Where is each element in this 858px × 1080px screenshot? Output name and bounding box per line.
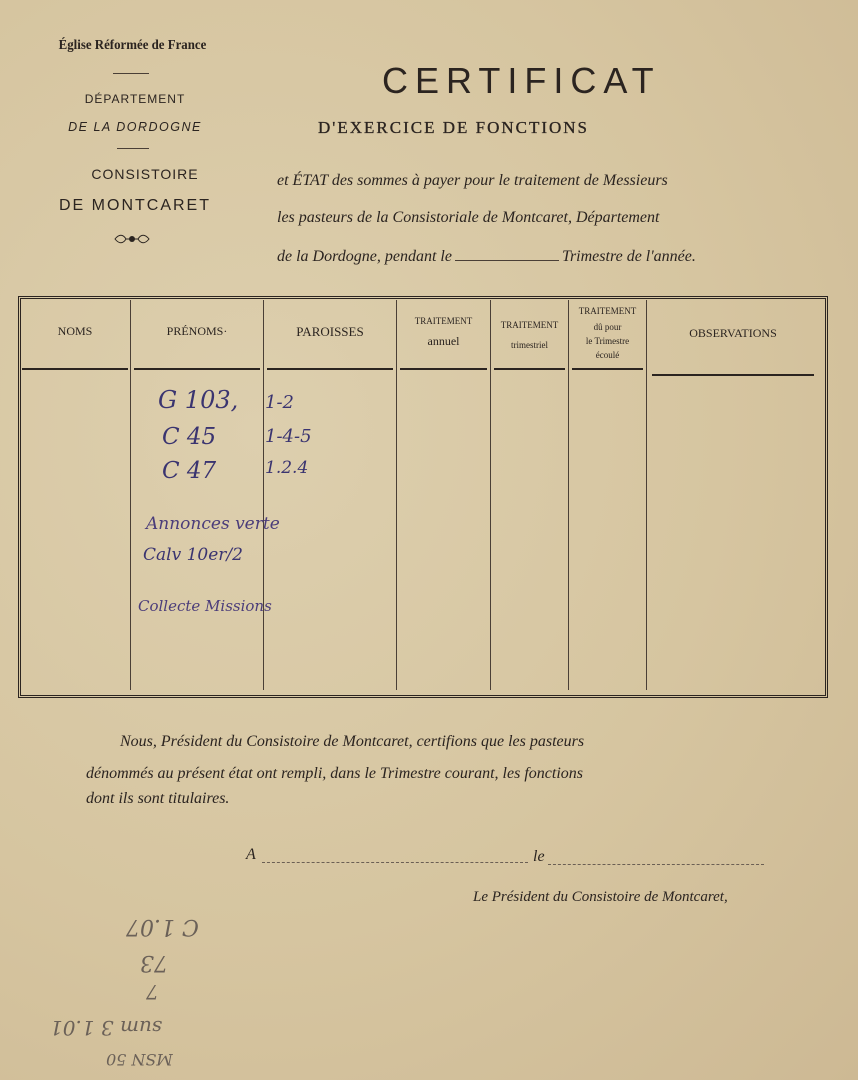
- header-rule: [572, 368, 643, 370]
- certification-line-3: dont ils sont titulaires.: [86, 790, 230, 807]
- handwritten-entry: G 103,: [158, 386, 239, 414]
- header-rule: [134, 368, 260, 370]
- column-header-paroisses: PAROISSES: [296, 324, 364, 339]
- column-header-du-pour: dû pour: [593, 322, 622, 332]
- column-header-annuel: annuel: [427, 334, 460, 348]
- header-rule: [652, 374, 814, 376]
- ornament-icon: [113, 232, 151, 246]
- consistory-label: CONSISTOIRE: [91, 166, 199, 182]
- pencil-mark: C 1.07: [126, 914, 199, 939]
- document-title: CERTIFICAT: [382, 60, 661, 101]
- header-rule: [267, 368, 393, 370]
- pencil-mark: sum 3 1.01: [50, 1016, 163, 1040]
- certification-line-1: Nous, Président du Consistoire de Montcaret, certifions que les pasteurs: [120, 733, 585, 750]
- column-header-observations: OBSERVATIONS: [689, 326, 777, 340]
- trimester-blank: [455, 248, 559, 261]
- divider: [113, 73, 149, 74]
- column-header-noms: NOMS: [57, 324, 93, 338]
- certification-line-2: dénommés au présent état ont rempli, dans le Trimestre courant, les fonctions: [86, 765, 583, 782]
- intro-line-1: et ÉTAT des sommes à payer pour le traitement de Messieurs: [277, 172, 668, 189]
- column-divider: [130, 300, 131, 690]
- place-label: A: [246, 846, 256, 863]
- intro-line-3-end: Trimestre de l'année.: [561, 248, 696, 265]
- handwritten-entry: 1.2.4: [265, 458, 309, 478]
- consistory-name: DE MONTCARET: [59, 197, 211, 214]
- handwritten-entry: 1-2: [265, 392, 294, 413]
- intro-line-3-start: de la Dordogne, pendant le: [277, 248, 452, 265]
- column-divider: [490, 300, 491, 690]
- place-blank: [262, 862, 528, 863]
- handwritten-note: Collecte Missions: [138, 597, 272, 615]
- column-header-prenoms: PRÉNOMS·: [166, 324, 228, 338]
- column-header-ecoule: écoulé: [595, 350, 620, 360]
- department-label: DÉPARTEMENT: [84, 92, 186, 106]
- pencil-mark: MSN 50: [106, 1050, 173, 1069]
- pencil-mark: 73: [140, 950, 168, 975]
- column-divider: [396, 300, 397, 690]
- header-rule: [400, 368, 487, 370]
- column-divider: [263, 300, 264, 690]
- handwritten-note: Calv 10er/2: [143, 545, 243, 565]
- intro-line-2: les pasteurs de la Consistoriale de Montcaret, Département: [277, 209, 660, 226]
- column-header-traitement-trimestriel: TRAITEMENT: [500, 320, 559, 330]
- header-rule: [22, 368, 128, 370]
- handwritten-entry: C 45: [162, 424, 217, 450]
- column-divider: [568, 300, 569, 690]
- church-name: Église Réformée de France: [58, 38, 207, 53]
- signature-line: Le Président du Consistoire de Montcaret,: [473, 889, 728, 905]
- column-header-le-trimestre: le Trimestre: [585, 336, 630, 346]
- handwritten-note: Annonces verte: [146, 514, 280, 534]
- department-name: DE LA DORDOGNE: [68, 120, 202, 134]
- payment-table: [18, 296, 828, 698]
- column-divider: [646, 300, 647, 690]
- divider: [117, 148, 149, 149]
- column-header-traitement-du: TRAITEMENT: [578, 306, 637, 316]
- handwritten-entry: 1-4-5: [265, 426, 312, 447]
- date-blank: [548, 864, 764, 865]
- column-header-trimestriel: trimestriel: [511, 340, 548, 350]
- document-subtitle: D'EXERCICE DE FONCTIONS: [318, 118, 590, 137]
- handwritten-entry: C 47: [162, 458, 217, 484]
- date-label: le: [533, 848, 545, 865]
- pencil-mark: 7: [146, 980, 159, 1004]
- column-header-traitement-annuel: TRAITEMENT: [414, 316, 473, 326]
- header-rule: [494, 368, 565, 370]
- intro-line-3: [277, 248, 696, 266]
